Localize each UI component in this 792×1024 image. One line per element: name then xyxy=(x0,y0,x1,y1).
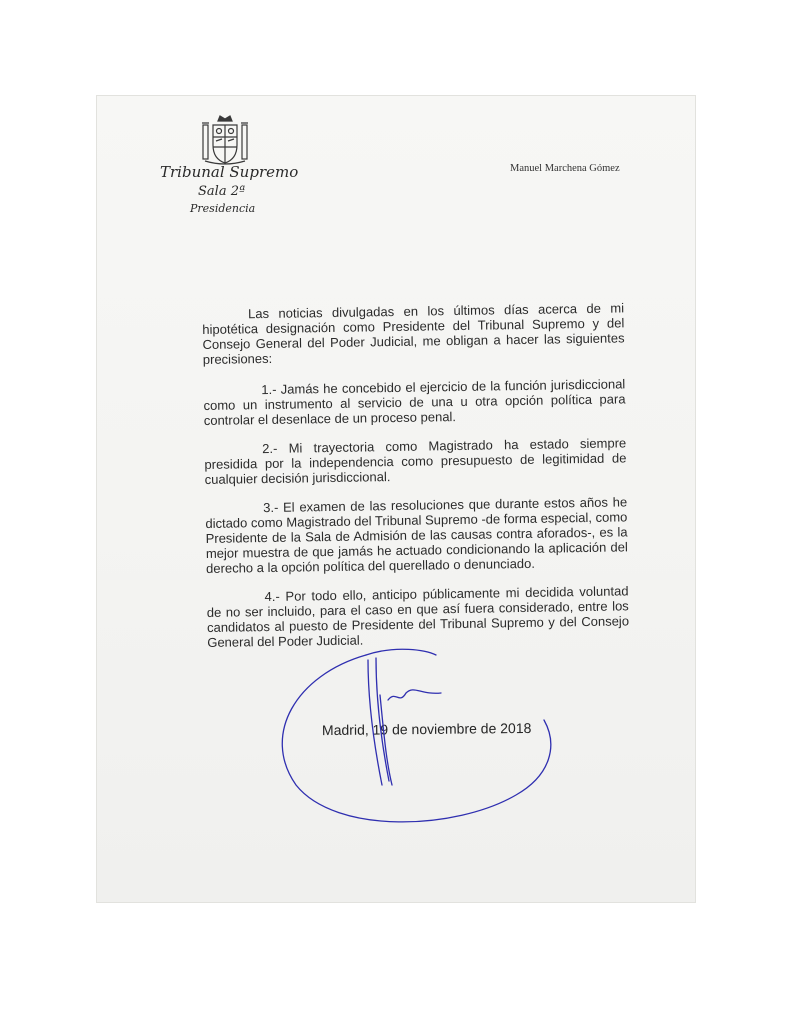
letterhead-institution: Tribunal Supremo xyxy=(160,163,299,181)
document-photo xyxy=(96,95,696,903)
letter-body xyxy=(202,300,630,664)
author-name: Manuel Marchena Gómez xyxy=(510,163,620,174)
point-1-paragraph: 1.- Jamás he concebido el ejercicio de la función jurisdiccional como un instrumento al servicio de una u otra opción política para controlar el desenlace de un proceso penal. xyxy=(203,376,626,428)
point-3-paragraph: 3.- El examen de las resoluciones que durante estos años he dictado como Magistrado del Tribunal Supremo -de forma especial, como Presidente de la Sala de Admisión de las causas contra aforados-, es la mejor muestra de que jamás he actuado condicionando la aplicación del derecho a la opción política del querellado o denunciado. xyxy=(205,494,628,576)
letterhead-office: Presidencia xyxy=(190,202,256,215)
letterhead-chamber: Sala 2ª xyxy=(198,184,246,199)
date-line: Madrid, 19 de noviembre de 2018 xyxy=(321,719,532,739)
intro-paragraph: Las noticias divulgadas en los últimos días acerca de mi hipotética designación como Presidente del Tribunal Supremo y del Consejo General del Poder Judicial, me obligan a hacer las siguientes precisiones: xyxy=(202,300,625,367)
point-4-paragraph: 4.- Por todo ello, anticipo públicamente mi decidida voluntad de no ser incluido, para el caso en que así fuera considerado, entre los candidatos al puesto de Presidente del Tribunal Supremo y del Consejo General del Poder Judicial. xyxy=(206,583,630,650)
point-2-paragraph: 2.- Mi trayectoria como Magistrado ha estado siempre presidida por la independencia como presupuesto de legitimidad de cualquier decisión jurisdiccional. xyxy=(204,435,627,487)
coat-of-arms-icon xyxy=(200,113,250,169)
